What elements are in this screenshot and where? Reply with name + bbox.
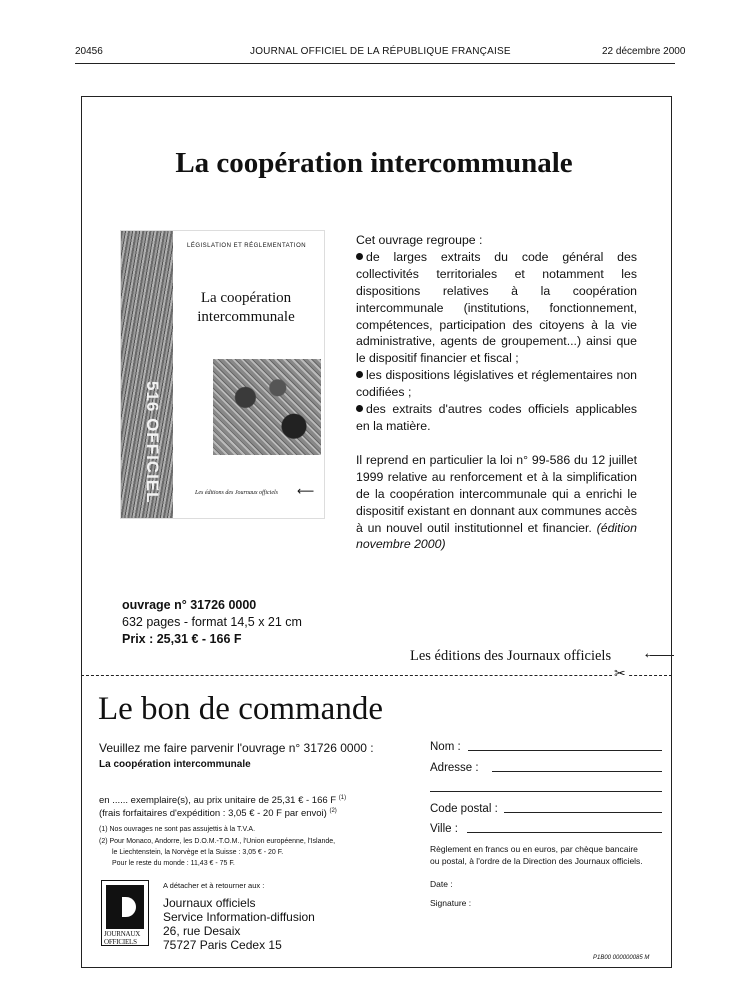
order-form-title: Le bon de commande bbox=[98, 691, 383, 727]
description-paragraph-2: Il reprend en particulier la loi n° 99-586 du 12 juillet 1999 relative au renforcement et à la simplification de la coopération intercommunale qui a enrichi le dispositif existant en donnant aux communes accès à un nouvel outil institutionnel et financier. (édition novembre 2000) bbox=[356, 452, 637, 552]
bullet-icon bbox=[356, 371, 363, 378]
cover-publisher: Les éditions des Journaux officiels bbox=[195, 490, 278, 496]
header-rule bbox=[75, 63, 675, 64]
description-intro: Cet ouvrage regroupe : bbox=[356, 233, 483, 247]
city-label: Ville : bbox=[430, 823, 458, 835]
postal-code-label: Code postal : bbox=[430, 803, 498, 815]
footnote-2-line2: le Liechtenstein, la Norvège et la Suisse : 3,05 € - 20 F. bbox=[112, 849, 284, 856]
ad-title: La coopération intercommunale bbox=[175, 147, 573, 179]
order-book-title: La coopération intercommunale bbox=[99, 759, 251, 770]
description-bullet-2: les dispositions législatives et réglementaires non codifiées ; bbox=[356, 368, 637, 400]
bullet-icon bbox=[356, 405, 363, 412]
book-pages-format: 632 pages - format 14,5 x 21 cm bbox=[122, 615, 302, 629]
logo-text-line2: OFFICIELS bbox=[104, 938, 137, 946]
logo-text-line1: JOURNAUX bbox=[104, 930, 141, 938]
page-number: 20456 bbox=[75, 46, 103, 57]
address-label: Adresse : bbox=[430, 762, 479, 774]
footnote-1: (1) Nos ouvrages ne sont pas assujettis à la T.V.A. bbox=[99, 826, 256, 833]
name-field[interactable] bbox=[468, 750, 662, 751]
address-field[interactable] bbox=[492, 771, 662, 772]
cover-title bbox=[181, 289, 311, 327]
address-line-4: 75727 Paris Cedex 15 bbox=[163, 938, 282, 952]
city-field[interactable] bbox=[467, 832, 662, 833]
issue-date: 22 décembre 2000 bbox=[602, 46, 686, 57]
book-reference: ouvrage n° 31726 0000 bbox=[122, 598, 257, 612]
date-label: Date : bbox=[430, 879, 453, 889]
payment-instruction-line1: Règlement en francs ou en euros, par chèque bancaire bbox=[430, 844, 638, 854]
cover-photo bbox=[213, 359, 321, 455]
publisher-line: Les éditions des Journaux officiels bbox=[410, 648, 612, 664]
document-code: P1B00 000000085 M bbox=[593, 955, 650, 961]
bullet-icon bbox=[356, 253, 363, 260]
signature-label: Signature : bbox=[430, 898, 472, 908]
detach-instruction: A détacher et à retourner aux : bbox=[163, 881, 265, 890]
scissors-icon: ✂ bbox=[614, 665, 626, 681]
order-quantity-line: en ...... exemplaire(s), au prix unitaire de 25,31 € - 166 F $^{(1)}$ bbox=[99, 795, 347, 807]
address-line-1: Journaux officiels bbox=[163, 896, 256, 910]
order-request: Veuillez me faire parvenir l'ouvrage n° 31726 0000 : bbox=[99, 741, 374, 755]
book-price: Prix : 25,31 € - 166 F bbox=[122, 632, 242, 646]
cover-title-line2: intercommunale bbox=[197, 309, 295, 325]
cut-line bbox=[81, 675, 672, 676]
address-line-3: 26, rue Desaix bbox=[163, 924, 241, 938]
address-field-line2[interactable] bbox=[430, 791, 662, 792]
postal-code-field[interactable] bbox=[504, 812, 662, 813]
book-cover-image bbox=[120, 230, 325, 519]
cover-spine-text: 516 OFFICIEL bbox=[143, 381, 162, 504]
address-line-2: Service Information-diffusion bbox=[163, 910, 315, 924]
note-2-mark: (2) bbox=[329, 808, 337, 814]
cover-series: LÉGISLATION ET RÉGLEMENTATION bbox=[187, 243, 307, 249]
journaux-officiels-logo bbox=[101, 880, 149, 946]
name-label: Nom : bbox=[430, 741, 461, 753]
order-shipping-line: (frais forfaitaires d'expédition : 3,05 € - 20 F par envoi) $^{(2)}$ bbox=[99, 808, 337, 820]
book-description bbox=[356, 232, 637, 553]
edition-note: (édition novembre 2000) bbox=[356, 520, 637, 552]
arrow-left-icon: ⟵ bbox=[297, 484, 315, 498]
logo-mark bbox=[106, 885, 144, 929]
payment-instruction-line2: ou postal, à l'ordre de la Direction des Journaux officiels. bbox=[430, 856, 643, 866]
description-bullet-1: de larges extraits du code général des collectivités territoriales et notamment les dispositions relatives à la coopération intercommunale (institutions, fonctionnement, compétences, participation des citoyens à la vie administrative, agents de groupement...) ainsi que le dispositif financier et fiscal ; bbox=[356, 249, 637, 366]
footnote-2-line1: (2) Pour Monaco, Andorre, les D.O.M.-T.O.M., l'Union européenne, l'Islande, bbox=[99, 838, 336, 845]
cover-title-line1: La coopération bbox=[200, 290, 292, 306]
arrow-left-icon: ← bbox=[642, 645, 658, 662]
arrow-line bbox=[650, 655, 674, 656]
footnote-2-line3: Pour le reste du monde : 11,43 € - 75 F. bbox=[112, 860, 235, 867]
journal-title: JOURNAL OFFICIEL DE LA RÉPUBLIQUE FRANÇAISE bbox=[250, 46, 511, 57]
note-1-mark: (1) bbox=[338, 795, 347, 801]
description-bullet-3: des extraits d'autres codes officiels applicables en la matière. bbox=[356, 402, 637, 433]
